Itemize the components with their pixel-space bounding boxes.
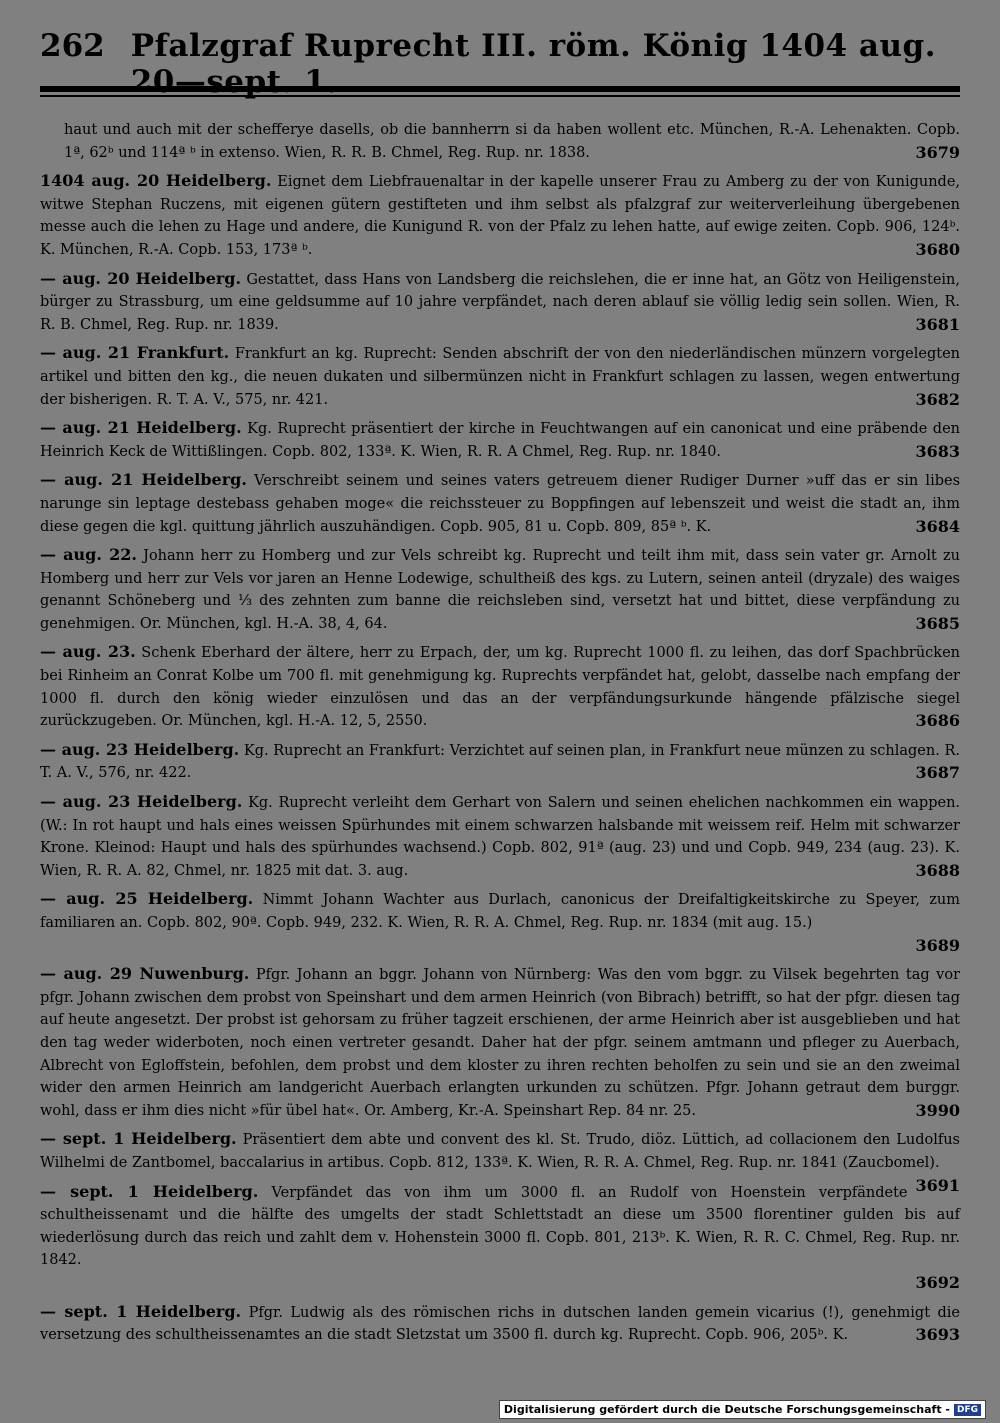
register-entry [40, 170, 960, 261]
entry-date-place: — sept. 1 Heidelberg. [40, 1181, 259, 1201]
entry-text: Verschreibt seinem und seines vaters getreuem diener Rudiger Durner »uff das er sin libes narunge sin leptage destebass gehaben moge« die reichssteuer zu Boppfingen auf lebenszeit und weist die stadt an, ihm diese gegen die kgl. quittung jährlich auszuhändigen. Copb. 905, 81 u. Copb. 809, 85ª ᵇ. K. [40, 473, 961, 535]
register-entry [40, 1128, 961, 1195]
entry-number: 3679 [915, 142, 960, 162]
entry-text: Frankfurt an kg. Ruprecht: Senden abschrift der von den niederländischen münzern vorgelegten artikel und bitten den kg., die neuen dukaten und silbermünzen nicht in Frankfurt schlagen zu lassen, wegen entwertung der bisherigen. R. T. A. V., 575, nr. 421. [40, 346, 960, 408]
entry-text: haut und auch mit der schefferye dasells, ob die bannherrn si da haben wollent etc. München, R.-A. Lehenakten. Copb. 1ª, 62ᵇ und 114ª ᵇ in extenso. Wien, R. R. B. Chmel, Reg. Rup. nr. 1838. [64, 122, 960, 161]
entries-list [40, 119, 960, 1347]
footer-text: Digitalisierung gefördert durch die Deutsche Forschungsgemeinschaft - [503, 1403, 950, 1416]
entry-number: 3687 [915, 763, 960, 783]
entry-date-place: — aug. 25 Heidelberg. [40, 889, 254, 909]
entry-date-place: — aug. 21 Heidelberg. [40, 470, 247, 490]
entry-number: 3682 [915, 389, 960, 409]
entry-text: Schenk Eberhard der ältere, herr zu Erpach, der, um kg. Ruprecht 1000 fl. zu leihen, das dorf Spachbrücken bei Rinheim an Conrat Kolbe um 700 fl. mit genehmigung kg. Ruprechts verpfändet hat, gelobt, dasselbe nach empfang der 1000 fl. durch den könig wieder einzulösen und das an der verpfändungsurkunde hängende pfälzische siegel zurückzugeben. Or. München, kgl. H.-A. 12, 5, 2550. [40, 645, 961, 730]
footer-credit [499, 1400, 986, 1419]
entry-text: Kg. Ruprecht verleiht dem Gerhart von Salern und seinen ehelichen nachkommen ein wappen. (W.: In rot haupt und hals eines weissen Spürhundes mit einem schwarzen halsbande mit weissem reif. Helm mit schwarzer Krone. Kleinod: Haupt und hals des spürhundes wachsend.) Copb. 802, 91ª (aug. 23) und und Copb. 949, 234 (aug. 23). K. Wien, R. R. A. 82, Chmel, nr. 1825 mit dat. 3. aug. [40, 795, 961, 879]
entry-text: Kg. Ruprecht präsentiert der kirche in Feuchtwangen auf ein canonicat und eine präbende den Heinrich Keck de Wittißlingen. Copb. 802, 133ª. K. Wien, R. R. A Chmel, Reg. Rup. nr. 1840. [40, 421, 960, 460]
register-entry [40, 119, 960, 164]
entry-date-place: — aug. 21 Frankfurt. [40, 343, 230, 363]
entry-date-place: — aug. 29 Nuwenburg. [40, 964, 250, 984]
entry-date-place: — sept. 1 Heidelberg. [40, 1301, 242, 1321]
entry-number: 3683 [915, 441, 960, 461]
entry-number: 3685 [915, 613, 960, 633]
register-entry [40, 791, 960, 882]
entry-text: Pfgr. Johann an bggr. Johann von Nürnberg: Was den vom bggr. zu Vilsek begehrten tag vor pfgr. Johann zwischen dem probst von Speinshart und dem armen Heinrich (von Bibrach) betrifft, so hat der pfgr. diesen tag auf heute angesetzt. Der probst ist gehorsam zu früher tagzeit erschienen, der arme Heinrich aber ist ausgeblieben und hat den tag weder widerboten, noch einen vertreter gesandt. Daher hat der pfgr. seinem amtmann und pfleger zu Auerbach, Albrecht von Egloffstein, befohlen, dem probst und dem kloster zu ihren rechten beholfen zu sein und sie an den zweimal wider den armen Heinrich am landgericht Auerbach erlangten urkunden zu schützen. Pfgr. Johann getraut dem burggr. wohl, dass er ihm dies nicht »für übel hat«. Or. Amberg, Kr.-A. Speinshart Rep. 84 nr. 25. [40, 967, 961, 1119]
entry-text: Nimmt Johann Wachter aus Durlach, canonicus der Dreifaltigkeitskirche zu Speyer, zum familiaren an. Copb. 802, 90ª. Copb. 949, 232. K. Wien, R. R. A. Chmel, Reg. Rup. nr. 1834 (mit aug. 15.) [40, 892, 961, 931]
entry-number: 3689 [915, 935, 960, 955]
register-entry [40, 469, 960, 538]
register-entry [40, 342, 960, 411]
register-entry [40, 888, 960, 957]
entry-text: Gestattet, dass Hans von Landsberg die reichslehen, die er inne hat, an Götz von Heiligenstein, bürger zu Strassburg, um eine geldsumme auf 10 jahre verpfändet, nach deren ablauf sie völlig ledig sein sollen. Wien, R. R. B. Chmel, Reg. Rup. nr. 1839. [40, 271, 961, 333]
register-entry [40, 739, 960, 785]
page-title: Pfalzgraf Ruprecht III. röm. König 1404 aug. 20—sept. 1. [130, 28, 936, 100]
entry-date-place: — aug. 21 Heidelberg. [40, 418, 242, 438]
entry-date-place: — aug. 23. [40, 642, 136, 662]
entry-date-place: — aug. 22. [40, 545, 137, 565]
entry-number: 3693 [915, 1325, 960, 1345]
entry-number: 3691 [915, 1175, 960, 1195]
page-header [40, 28, 960, 100]
entry-text: Kg. Ruprecht an Frankfurt: Verzichtet auf seinen plan, in Frankfurt neue münzen zu schlagen. R. T. A. V., 576, nr. 422. [40, 742, 960, 782]
page-number: 262 [40, 28, 105, 64]
entry-date-place: — sept. 1 Heidelberg. [40, 1129, 237, 1149]
entry-text: Präsentiert dem abte und convent des kl. St. Trudo, diöz. Lüttich, ad collacionem den Ludolfus Wilhelmi de Zantbomel, baccalarius in artibus. Copb. 812, 133ª. K. Wien, R. R. A. Chmel, Reg. Rup. nr. 1841 (Zaucbomel). [40, 1132, 961, 1171]
entry-date-place: — aug. 23 Heidelberg. [40, 792, 243, 812]
entry-date-place: — aug. 20 Heidelberg. [40, 268, 242, 288]
register-entry [40, 1301, 960, 1347]
register-entry [40, 268, 960, 337]
register-entry [40, 1181, 960, 1295]
entry-text: Johann herr zu Homberg und zur Vels schreibt kg. Ruprecht und teilt ihm mit, dass sein vater gr. Arnolt zu Homberg und herr zur Vels vor jaren an Henne Lodewige, schultheiß des kgs. zu Lutern, seinen anteil (dryzale) des waiges genannt Schöneberg und ⅓ des zehnten zum banne die reichsleben sind, versetzt hat und bittet, diese verpfändung zu genehmigen. Or. München, kgl. H.-A. 38, 4, 64. [40, 548, 961, 632]
document-page [40, 28, 960, 1353]
register-entry [40, 417, 960, 463]
entry-number: 3680 [915, 239, 960, 259]
entry-number: 3684 [915, 516, 960, 536]
entry-date-place: — aug. 23 Heidelberg. [40, 739, 240, 759]
entry-date-place: 1404 aug. 20 Heidelberg. [40, 171, 272, 191]
register-entry [40, 641, 960, 732]
entry-text: Verpfändet das von ihm um 3000 fl. an Rudolf von Hoenstein verpfändete schultheissenamt und die hälfte des umgelts der stadt Schlettstadt an diese um 3500 florentiner gulden bis auf wiederlösung durch das reich und zahlt dem v. Hohenstein 3000 fl. Copb. 801, 213ᵇ. K. Wien, R. R. C. Chmel, Reg. Rup. nr. 1842. [40, 1184, 960, 1269]
register-entry [40, 963, 960, 1122]
entry-number: 3681 [915, 314, 960, 334]
entry-text: Eignet dem Liebfrauenaltar in der kapelle unserer Frau zu Amberg zu der von Kunigunde, witwe Stephan Ruczens, mit eigenen gütern gestifteten und ihm selbst als pfalzgraf zur weiterverleihung übergebenen messe auch die lehen zu Hage und andere, die Kunigund R. von der Pfalz zu lehen hatte, auf ewige zeiten. Copb. 906, 124ᵇ. K. München, R.-A. Copb. 153, 173ª ᵇ. [40, 174, 961, 258]
entry-number: 3990 [915, 1100, 960, 1120]
register-entry [40, 544, 960, 635]
dfg-logo: DFG [954, 1404, 981, 1416]
entry-number: 3686 [915, 711, 960, 731]
entry-number: 3692 [915, 1272, 960, 1292]
entry-number: 3688 [915, 860, 960, 880]
entry-text: Pfgr. Ludwig als des römischen richs in dutschen landen gemein vicarius (!), genehmigt die versetzung des schultheissenamtes an die stadt Sletzstat um 3500 fl. durch kg. Ruprecht. Copb. 906, 205ᵇ. K. [40, 1304, 960, 1344]
